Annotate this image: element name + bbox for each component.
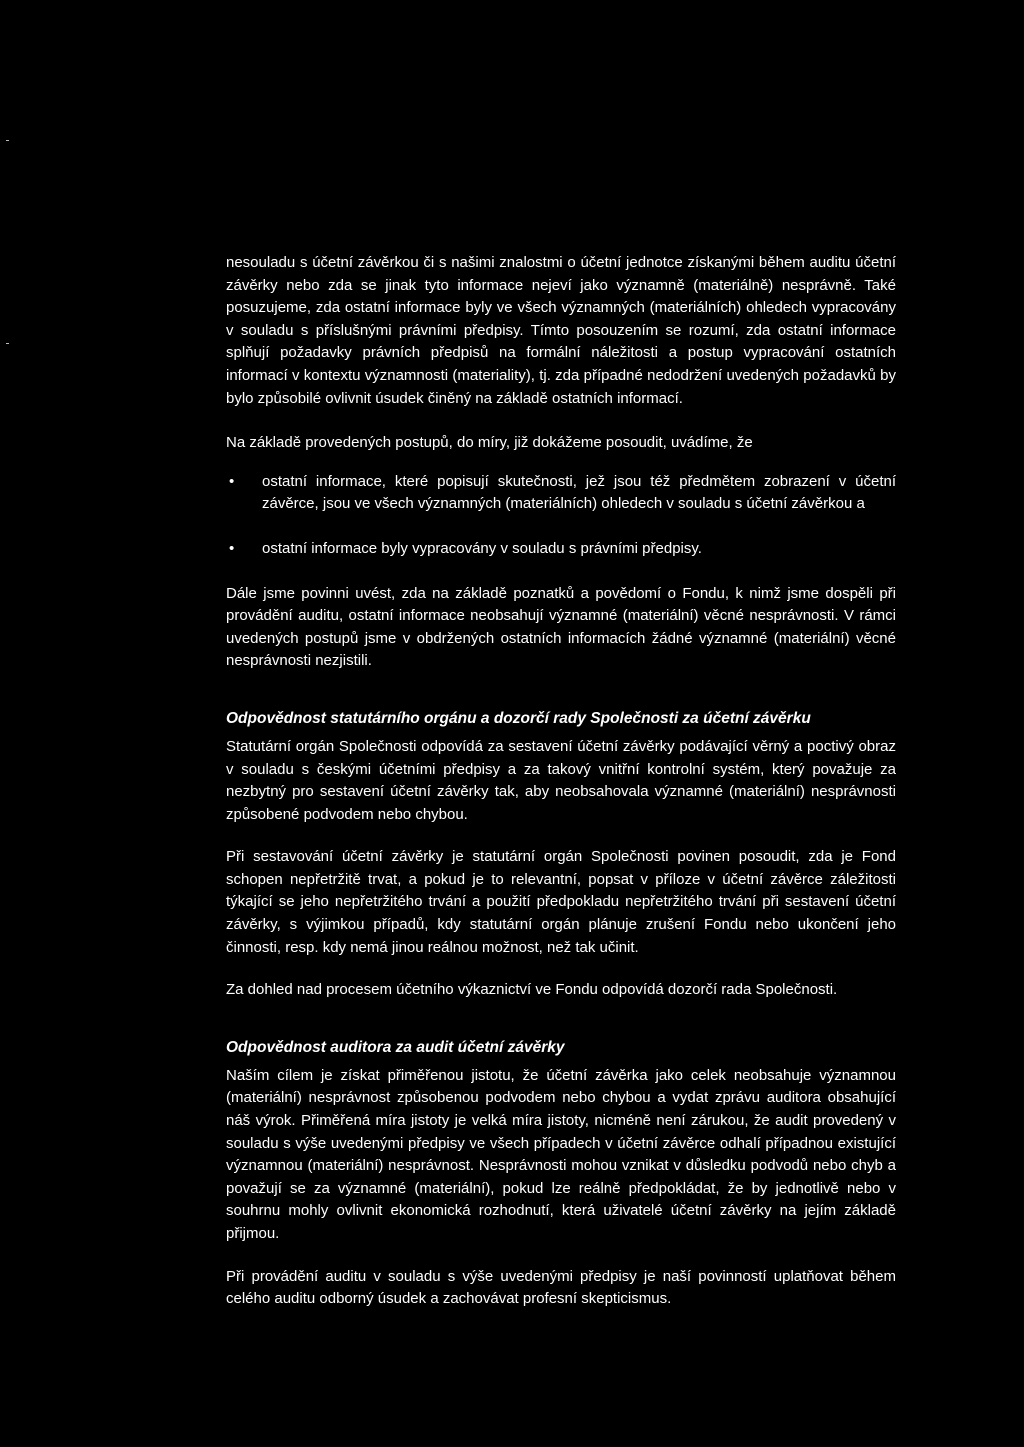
section-heading-management-responsibility: Odpovědnost statutárního orgánu a dozorčí rady Společnosti za účetní závěrku bbox=[226, 709, 811, 727]
list-item bbox=[226, 471, 896, 516]
scan-mark-top bbox=[6, 140, 9, 141]
list-item-text: ostatní informace, které popisují skutečnosti, jež jsou též předmětem zobrazení v účetní závěrce, jsou ve všech významných (materiálních) ohledech v souladu s účetní závěrkou a bbox=[262, 472, 896, 513]
paragraph-audit-objective: Naším cílem je získat přiměřenou jistotu, že účetní závěrka jako celek neobsahuje významnou (materiální) nesprávnost způsobenou podvodem nebo chybou a vydat zprávu auditora obsahující náš výrok. Přiměřená míra jistoty je velká míra jistoty, nicméně není zárukou, že audit provedený v souladu s výše uvedenými předpisy ve všech případech v účetní závěrce odhalí případnou existující významnou (materiální) nesprávnost. Nesprávnosti mohou vznikat v důsledku podvodů nebo chyb a považují se za významné (materiální), pokud lze reálně předpokládat, že by jednotlivě nebo v souhrnu mohly ovlivnit ekonomická rozhodnutí, která uživatelé účetní závěrky na jejím základě přijmou. bbox=[226, 1066, 896, 1242]
paragraph-supervisory-board: Za dohled nad procesem účetního výkaznictví ve Fondu odpovídá dozorčí rada Společnosti. bbox=[226, 981, 838, 999]
list-item-text: ostatní informace byly vypracovány v souladu s právními předpisy. bbox=[262, 539, 702, 557]
findings-list bbox=[226, 471, 896, 561]
paragraph-professional-skepticism: Při provádění auditu v souladu s výše uvedenými předpisy je naší povinností uplatňovat během celého auditu odborný úsudek a zachovávat profesní skepticismus. bbox=[226, 1267, 896, 1308]
paragraph-statutory-body: Statutární orgán Společnosti odpovídá za sestavení účetní závěrky podávající věrný a poctivý obraz v souladu s českými účetními předpisy a za takový vnitřní kontrolní systém, který považuje za nezbytný pro sestavení účetní závěrky tak, aby neobsahovala významné (materiální) nesprávnosti způsobené podvodem nebo chybou. bbox=[226, 737, 896, 823]
scan-mark-middle bbox=[6, 343, 9, 344]
paragraph-going-concern: Při sestavování účetní závěrky je statutární orgán Společnosti povinen posoudit, zda je Fond schopen nepřetržitě trvat, a pokud je to relevantní, popsat v příloze v účetní závěrce záležitosti týkající se jeho nepřetržitého trvání a použití předpokladu nepřetržitého trvání při sestavení účetní závěrky, s výjimkou případů, kdy statutární orgán plánuje zrušení Fondu nebo ukončení jeho činnosti, resp. kdy nemá jinou reálnou možnost, než tak učinit. bbox=[226, 848, 896, 956]
document-page bbox=[226, 252, 896, 1311]
bullet-icon: • bbox=[229, 472, 235, 490]
paragraph-other-information: nesouladu s účetní závěrkou či s našimi znalostmi o účetní jednotce získanými během auditu účetní závěrky nebo zda se jinak tyto informace nejeví jako významně (materiálně) nesprávně. Také posuzujeme, zda ostatní informace byly ve všech významných (materiálních) ohledech vypracovány v souladu s příslušnými právními předpisy. Tímto posouzením se rozumí, zda ostatní informace splňují požadavky právních předpisů na formální náležitosti a postup vypracování ostatních informací v kontextu významnosti (materiality), tj. zda případné nedodržení uvedených požadavků by bylo způsobilé ovlivnit úsudek činěný na základě ostatních informací. bbox=[226, 254, 896, 407]
bullet-icon: • bbox=[229, 539, 235, 557]
paragraph-no-misstatements: Dále jsme povinni uvést, zda na základě poznatků a povědomí o Fondu, k nimž jsme dospěli při provádění auditu, ostatní informace neobsahují významné (materiální) věcné nesprávnosti. V rámci uvedených postupů jsme v obdržených ostatních informacích žádné významné (materiální) věcné nesprávnosti nezjistili. bbox=[226, 584, 896, 670]
list-item bbox=[226, 538, 896, 561]
section-heading-auditor-responsibility: Odpovědnost auditora za audit účetní závěrky bbox=[226, 1038, 565, 1056]
paragraph-procedures-intro: Na základě provedených postupů, do míry, již dokážeme posoudit, uvádíme, že bbox=[226, 434, 753, 452]
